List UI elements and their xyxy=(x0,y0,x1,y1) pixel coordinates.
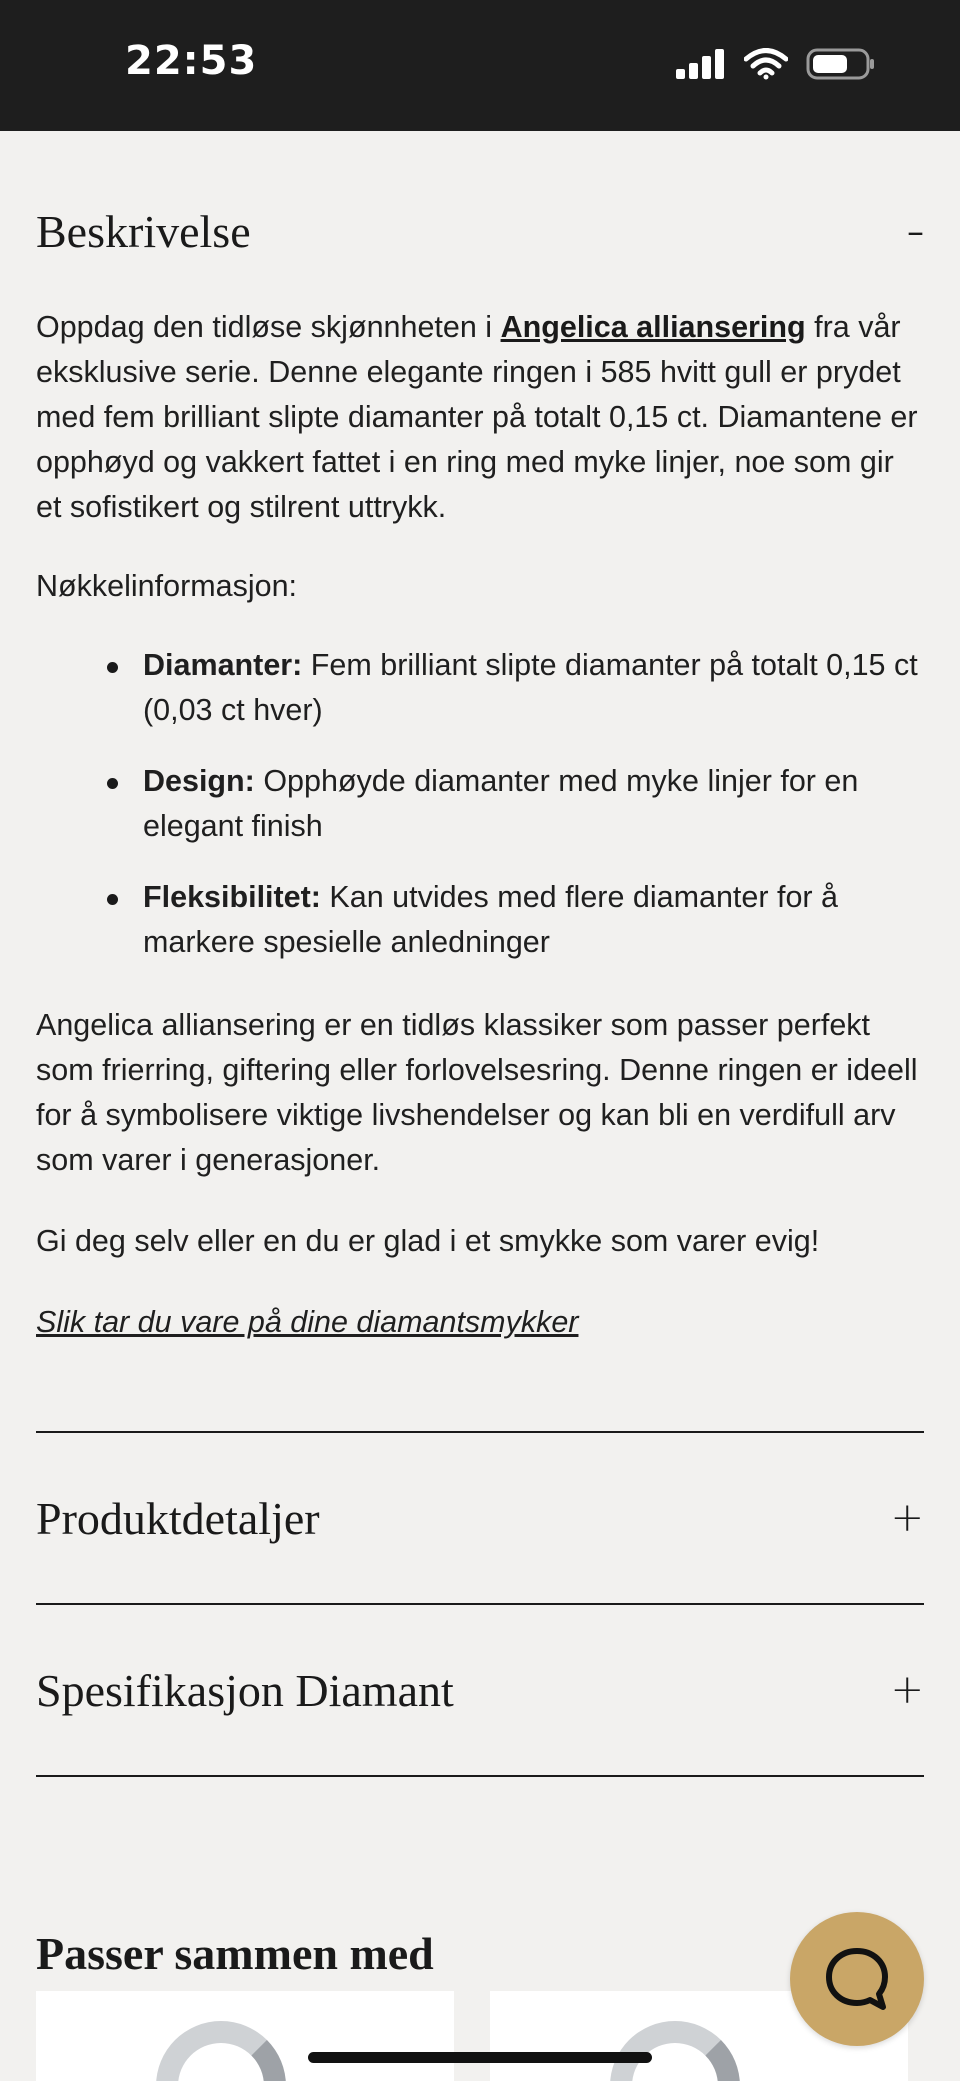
list-item xyxy=(143,875,924,965)
list-item xyxy=(143,643,924,733)
key-info-list xyxy=(36,643,924,965)
status-bar xyxy=(0,0,960,131)
bullet-text: Fem brilliant slipte diamanter på totalt 0,15 ct (0,03 ct hver) xyxy=(143,648,918,727)
description-header[interactable] xyxy=(36,205,924,258)
collapse-toggle[interactable]: – xyxy=(907,211,924,252)
wifi-icon xyxy=(744,48,788,80)
bullet-label: Diamanter: xyxy=(143,648,303,682)
description-title: Beskrivelse xyxy=(36,206,251,257)
home-indicator xyxy=(308,2052,652,2063)
product-link[interactable]: Angelica alliansering xyxy=(500,310,806,344)
signal-icon xyxy=(676,49,726,79)
product-card[interactable] xyxy=(36,1991,454,2081)
p1-after: fra vår eksklusive serie. Denne elegante ringen i 585 hvitt gull er prydet med fem brilliant slipte diamanter på totalt 0,15 ct. Diamantene er opphøyd og vakkert fattet i en ring med myke linjer, noe som gir et sofistikert og stilrent uttrykk. xyxy=(36,310,918,524)
product-info xyxy=(36,131,924,1980)
bullet-label: Fleksibilitet: xyxy=(143,880,321,914)
expand-icon[interactable]: + xyxy=(890,1495,924,1541)
p1-before: Oppdag den tidløse skjønnheten i xyxy=(36,310,501,344)
chat-bubble-icon xyxy=(821,1943,893,2015)
bullet-label: Design: xyxy=(143,764,255,798)
status-icons xyxy=(676,48,876,80)
list-item xyxy=(143,759,924,849)
related-products-title: Passer sammen med xyxy=(36,1928,434,1979)
bullet-text: Kan utvides med flere diamanter for å markere spesielle anledninger xyxy=(143,880,839,959)
product-image xyxy=(156,2021,286,2081)
description-paragraph xyxy=(36,305,924,530)
bullet-text: Opphøyde diamanter med myke linjer for en elegant finish xyxy=(143,764,859,843)
accordion-title: Spesifikasjon Diamant xyxy=(36,1664,454,1716)
accordion-product-details[interactable] xyxy=(36,1433,924,1605)
accordion xyxy=(36,1431,924,1777)
accordion-diamond-spec[interactable] xyxy=(36,1605,924,1777)
product-image xyxy=(610,2021,740,2081)
expand-icon[interactable]: + xyxy=(890,1667,924,1713)
status-time: 22:53 xyxy=(125,38,258,84)
usage-paragraph: Angelica alliansering er en tidløs klassiker som passer perfekt som frierring, giftering eller forlovelsesring. Denne ringen er ideell for å symbolisere viktige livshendelser og kan bli en verdifull arv som varer i generasjoner. xyxy=(36,1008,918,1177)
accordion-title: Produktdetaljer xyxy=(36,1492,320,1544)
care-guide-link[interactable]: Slik tar du vare på dine diamantsmykker xyxy=(36,1305,579,1339)
related-products xyxy=(36,1991,924,2081)
chat-button[interactable] xyxy=(790,1912,924,2046)
gift-paragraph: Gi deg selv eller en du er glad i et smykke som varer evig! xyxy=(36,1224,820,1258)
battery-icon xyxy=(806,48,876,80)
key-info-title: Nøkkelinformasjon: xyxy=(36,569,298,603)
